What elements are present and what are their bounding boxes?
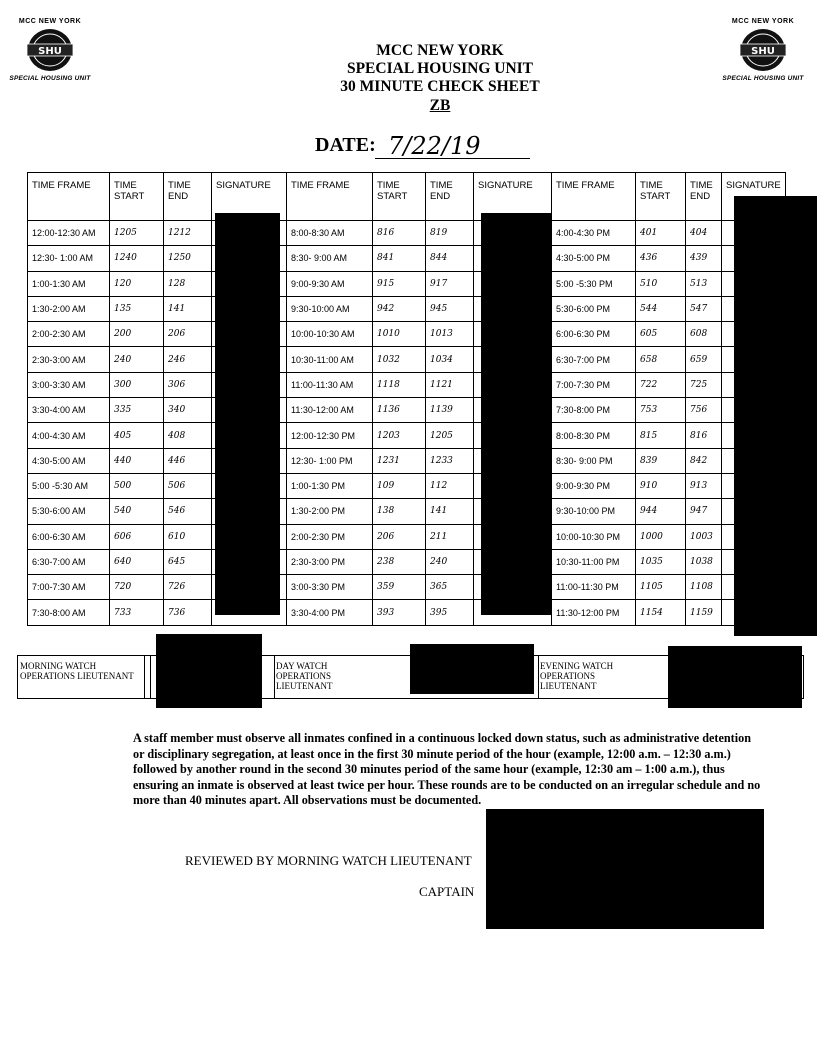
logo-bottom-text: SPECIAL HOUSING UNIT [722, 75, 804, 82]
time-frame-cell: 4:30-5:00 AM [28, 448, 110, 473]
time-frame-cell: 8:30- 9:00 PM [552, 448, 636, 473]
time-end-cell: 1121 [426, 372, 474, 397]
shu-badge-icon [24, 27, 76, 73]
time-frame-cell: 1:30-2:00 AM [28, 296, 110, 321]
logo-bottom-text: SPECIAL HOUSING UNIT [9, 75, 91, 82]
time-end-cell: 1250 [164, 246, 212, 271]
time-end-cell: 947 [686, 499, 722, 524]
time-end-cell: 306 [164, 372, 212, 397]
time-start-cell: 238 [373, 549, 426, 574]
time-end-cell: 945 [426, 296, 474, 321]
time-start-cell: 440 [110, 448, 164, 473]
time-end-cell: 1034 [426, 347, 474, 372]
time-start-cell: 393 [373, 600, 426, 625]
time-frame-cell: 2:00-2:30 AM [28, 322, 110, 347]
time-start-cell: 606 [110, 524, 164, 549]
time-start-cell: 240 [110, 347, 164, 372]
col-time-start: TIME START [373, 173, 426, 221]
time-frame-cell: 10:30-11:00 PM [552, 549, 636, 574]
reviewed-by-label: REVIEWED BY MORNING WATCH LIEUTENANT [185, 853, 472, 868]
time-start-cell: 405 [110, 423, 164, 448]
col-signature: SIGNATURE [212, 173, 287, 221]
redacted-signature-block [734, 196, 817, 636]
time-end-cell: 404 [686, 221, 722, 246]
time-frame-cell: 5:30-6:00 AM [28, 499, 110, 524]
time-start-cell: 944 [636, 499, 686, 524]
time-start-cell: 722 [636, 372, 686, 397]
time-end-cell: 506 [164, 473, 212, 498]
time-end-cell: 725 [686, 372, 722, 397]
time-end-cell: 1233 [426, 448, 474, 473]
time-start-cell: 300 [110, 372, 164, 397]
time-start-cell: 1118 [373, 372, 426, 397]
time-frame-cell: 12:30- 1:00 PM [287, 448, 373, 473]
time-end-cell: 844 [426, 246, 474, 271]
time-frame-cell: 8:00-8:30 AM [287, 221, 373, 246]
time-frame-cell: 5:30-6:00 PM [552, 296, 636, 321]
divider [274, 656, 275, 698]
date-label: DATE: [315, 134, 376, 156]
time-end-cell: 1205 [426, 423, 474, 448]
time-frame-cell: 3:00-3:30 PM [287, 575, 373, 600]
time-start-cell: 544 [636, 296, 686, 321]
time-frame-cell: 1:30-2:00 PM [287, 499, 373, 524]
col-time-frame: TIME FRAME [28, 173, 110, 221]
redacted-review-signature [486, 809, 764, 929]
time-frame-cell: 9:30-10:00 PM [552, 499, 636, 524]
divider [538, 656, 539, 698]
time-frame-cell: 1:00-1:30 PM [287, 473, 373, 498]
policy-notice: A staff member must observe all inmates confined in a continuous locked down status, such as administrative detention or disciplinary segregation, at least once in the first 30 minute period of the hour (example, 12:00 a.m. – 12:30 a.m.) followed by another round in the second 30 minutes period of the same hour (example, 12:30 am – 1:00 a.m.), thus ensuring an inmate is observed at least twice per hour. These rounds are to be conducted on an irregular schedule and no more than 40 minutes apart. All observations must be documented. [133, 731, 761, 807]
time-frame-cell: 6:00-6:30 AM [28, 524, 110, 549]
time-end-cell: 395 [426, 600, 474, 625]
time-frame-cell: 6:30-7:00 AM [28, 549, 110, 574]
time-end-cell: 816 [686, 423, 722, 448]
time-frame-cell: 7:00-7:30 PM [552, 372, 636, 397]
table-header-row [28, 173, 786, 221]
time-end-cell: 240 [426, 549, 474, 574]
time-frame-cell: 2:30-3:00 AM [28, 347, 110, 372]
time-end-cell: 608 [686, 322, 722, 347]
time-start-cell: 815 [636, 423, 686, 448]
time-end-cell: 819 [426, 221, 474, 246]
col-time-frame: TIME FRAME [552, 173, 636, 221]
col-time-end: TIME END [426, 173, 474, 221]
time-frame-cell: 6:00-6:30 PM [552, 322, 636, 347]
time-frame-cell: 3:30-4:00 AM [28, 398, 110, 423]
time-frame-cell: 10:00-10:30 PM [552, 524, 636, 549]
time-end-cell: 1038 [686, 549, 722, 574]
title-line-3: 30 MINUTE CHECK SHEET [340, 78, 540, 95]
table-row [28, 296, 786, 321]
time-end-cell: 439 [686, 246, 722, 271]
time-start-cell: 841 [373, 246, 426, 271]
time-start-cell: 540 [110, 499, 164, 524]
col-time-frame: TIME FRAME [287, 173, 373, 221]
time-start-cell: 1203 [373, 423, 426, 448]
col-signature: SIGNATURE [722, 173, 786, 221]
time-frame-cell: 12:30- 1:00 AM [28, 246, 110, 271]
time-end-cell: 1003 [686, 524, 722, 549]
time-start-cell: 200 [110, 322, 164, 347]
time-frame-cell: 4:00-4:30 PM [552, 221, 636, 246]
time-end-cell: 645 [164, 549, 212, 574]
col-time-end: TIME END [164, 173, 212, 221]
check-table [27, 172, 786, 626]
badge-text: SHU [38, 46, 62, 57]
time-frame-cell: 8:30- 9:00 AM [287, 246, 373, 271]
table-row [28, 221, 786, 246]
time-end-cell: 446 [164, 448, 212, 473]
time-frame-cell: 3:30-4:00 PM [287, 600, 373, 625]
time-frame-cell: 11:30-12:00 AM [287, 398, 373, 423]
time-frame-cell: 9:30-10:00 AM [287, 296, 373, 321]
badge-text: SHU [751, 46, 775, 57]
time-start-cell: 1154 [636, 600, 686, 625]
time-frame-cell: 9:00-9:30 PM [552, 473, 636, 498]
time-frame-cell: 5:00 -5:30 PM [552, 271, 636, 296]
table-row [28, 322, 786, 347]
time-frame-cell: 7:30-8:00 PM [552, 398, 636, 423]
time-end-cell: 211 [426, 524, 474, 549]
page-title [300, 42, 580, 115]
table-row [28, 347, 786, 372]
time-end-cell: 842 [686, 448, 722, 473]
time-start-cell: 1032 [373, 347, 426, 372]
table-row [28, 524, 786, 549]
time-start-cell: 1000 [636, 524, 686, 549]
time-end-cell: 610 [164, 524, 212, 549]
col-time-start: TIME START [636, 173, 686, 221]
time-end-cell: 365 [426, 575, 474, 600]
time-frame-cell: 4:00-4:30 AM [28, 423, 110, 448]
time-end-cell: 408 [164, 423, 212, 448]
time-start-cell: 1136 [373, 398, 426, 423]
time-frame-cell: 7:30-8:00 AM [28, 600, 110, 625]
time-start-cell: 135 [110, 296, 164, 321]
time-frame-cell: 1:00-1:30 AM [28, 271, 110, 296]
table-row [28, 575, 786, 600]
time-start-cell: 206 [373, 524, 426, 549]
shu-logo-right [718, 18, 808, 82]
table-row [28, 499, 786, 524]
time-start-cell: 109 [373, 473, 426, 498]
redacted-morning-signature [156, 634, 262, 708]
time-frame-cell: 12:00-12:30 PM [287, 423, 373, 448]
time-start-cell: 510 [636, 271, 686, 296]
redacted-day-signature [410, 644, 534, 694]
time-end-cell: 141 [164, 296, 212, 321]
table-row [28, 423, 786, 448]
divider [144, 656, 145, 698]
col-signature: SIGNATURE [474, 173, 552, 221]
table-row [28, 271, 786, 296]
time-frame-cell: 10:00-10:30 AM [287, 322, 373, 347]
time-start-cell: 640 [110, 549, 164, 574]
time-start-cell: 658 [636, 347, 686, 372]
time-end-cell: 513 [686, 271, 722, 296]
captain-label: CAPTAIN [419, 884, 475, 899]
time-start-cell: 436 [636, 246, 686, 271]
col-time-end: TIME END [686, 173, 722, 221]
redacted-evening-signature [668, 646, 802, 708]
time-start-cell: 910 [636, 473, 686, 498]
time-frame-cell: 9:00-9:30 AM [287, 271, 373, 296]
time-start-cell: 1240 [110, 246, 164, 271]
evening-watch-label: EVENING WATCH OPERATIONS LIEUTENANT [540, 661, 614, 691]
morning-watch-label: MORNING WATCH OPERATIONS LIEUTENANT [20, 661, 134, 681]
time-start-cell: 500 [110, 473, 164, 498]
time-start-cell: 1205 [110, 221, 164, 246]
time-end-cell: 206 [164, 322, 212, 347]
title-line-1: MCC NEW YORK [376, 42, 504, 59]
time-frame-cell: 3:00-3:30 AM [28, 372, 110, 397]
table-row [28, 398, 786, 423]
unit-label: ZB [429, 97, 451, 114]
time-end-cell: 246 [164, 347, 212, 372]
divider [150, 656, 151, 698]
time-start-cell: 816 [373, 221, 426, 246]
time-frame-cell: 11:00-11:30 AM [287, 372, 373, 397]
table-row [28, 246, 786, 271]
time-end-cell: 546 [164, 499, 212, 524]
time-end-cell: 1013 [426, 322, 474, 347]
time-frame-cell: 11:00-11:30 PM [552, 575, 636, 600]
shu-badge-icon [737, 27, 789, 73]
table-row [28, 448, 786, 473]
time-end-cell: 659 [686, 347, 722, 372]
time-start-cell: 138 [373, 499, 426, 524]
time-start-cell: 942 [373, 296, 426, 321]
time-start-cell: 720 [110, 575, 164, 600]
time-start-cell: 915 [373, 271, 426, 296]
time-end-cell: 1212 [164, 221, 212, 246]
time-start-cell: 1010 [373, 322, 426, 347]
table-row [28, 549, 786, 574]
time-frame-cell: 7:00-7:30 AM [28, 575, 110, 600]
time-start-cell: 839 [636, 448, 686, 473]
redacted-signature-block [215, 213, 280, 615]
logo-top-text: MCC NEW YORK [18, 18, 82, 25]
time-start-cell: 753 [636, 398, 686, 423]
time-frame-cell: 10:30-11:00 AM [287, 347, 373, 372]
time-frame-cell: 8:00-8:30 PM [552, 423, 636, 448]
time-end-cell: 1159 [686, 600, 722, 625]
time-start-cell: 120 [110, 271, 164, 296]
logo-top-text: MCC NEW YORK [731, 18, 795, 25]
time-end-cell: 917 [426, 271, 474, 296]
time-end-cell: 112 [426, 473, 474, 498]
date-value: 7/22/19 [388, 132, 481, 160]
time-end-cell: 736 [164, 600, 212, 625]
time-end-cell: 128 [164, 271, 212, 296]
time-end-cell: 1108 [686, 575, 722, 600]
time-frame-cell: 12:00-12:30 AM [28, 221, 110, 246]
table-row [28, 372, 786, 397]
time-start-cell: 335 [110, 398, 164, 423]
time-end-cell: 141 [426, 499, 474, 524]
table-row [28, 600, 786, 625]
time-frame-cell: 5:00 -5:30 AM [28, 473, 110, 498]
time-start-cell: 1105 [636, 575, 686, 600]
time-end-cell: 913 [686, 473, 722, 498]
time-end-cell: 756 [686, 398, 722, 423]
time-start-cell: 1231 [373, 448, 426, 473]
time-start-cell: 605 [636, 322, 686, 347]
time-start-cell: 1035 [636, 549, 686, 574]
col-time-start: TIME START [110, 173, 164, 221]
redacted-signature-block [481, 213, 551, 615]
time-frame-cell: 6:30-7:00 PM [552, 347, 636, 372]
shu-logo-left [5, 18, 95, 82]
time-end-cell: 1139 [426, 398, 474, 423]
time-frame-cell: 11:30-12:00 PM [552, 600, 636, 625]
time-start-cell: 733 [110, 600, 164, 625]
time-end-cell: 726 [164, 575, 212, 600]
time-frame-cell: 2:30-3:00 PM [287, 549, 373, 574]
table-row [28, 473, 786, 498]
time-start-cell: 359 [373, 575, 426, 600]
time-frame-cell: 4:30-5:00 PM [552, 246, 636, 271]
time-frame-cell: 2:00-2:30 PM [287, 524, 373, 549]
time-end-cell: 340 [164, 398, 212, 423]
time-end-cell: 547 [686, 296, 722, 321]
time-start-cell: 401 [636, 221, 686, 246]
title-line-2: SPECIAL HOUSING UNIT [346, 60, 534, 77]
day-watch-label: DAY WATCH OPERATIONS LIEUTENANT [276, 661, 333, 691]
